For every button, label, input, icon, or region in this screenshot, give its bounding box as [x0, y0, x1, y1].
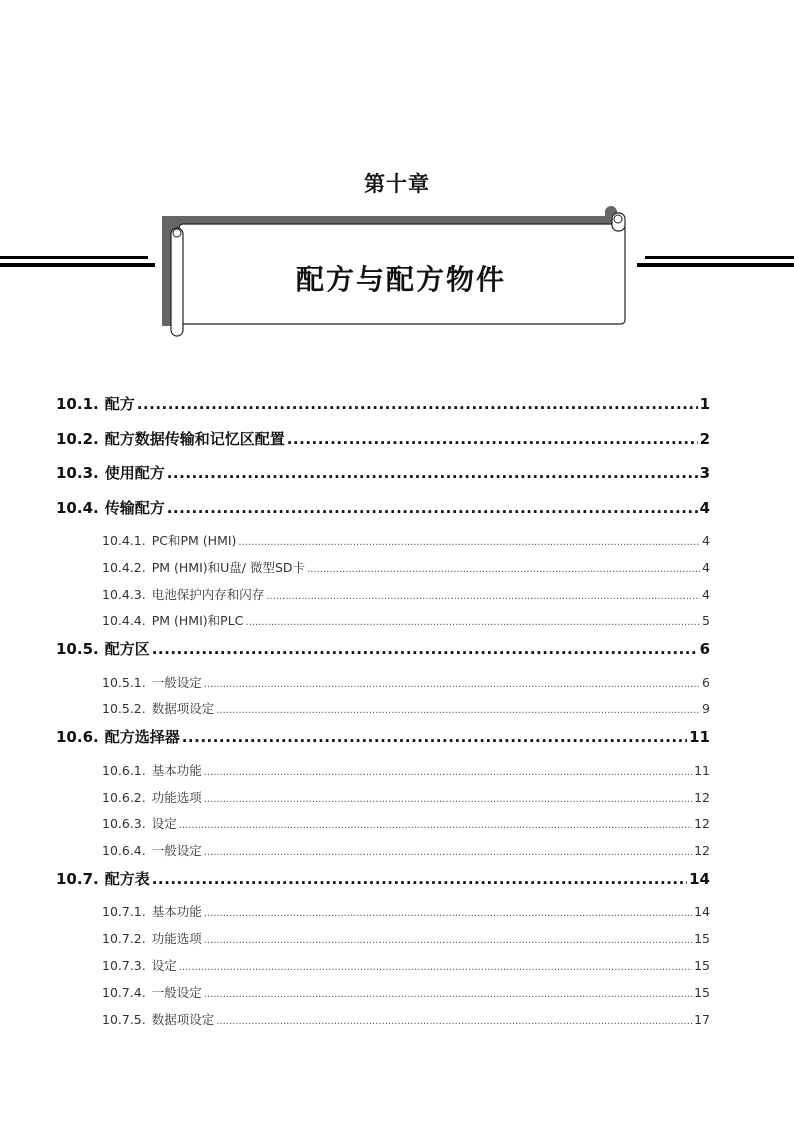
toc-section-entry[interactable] — [56, 635, 710, 670]
toc-section-entry[interactable] — [56, 459, 710, 494]
toc-entry-title: 功能选项 — [151, 789, 202, 805]
toc-entry-number: 10.4.3. — [102, 586, 146, 602]
toc-entry-page: 12 — [694, 816, 710, 832]
toc-entry-title: 配方选择器 — [104, 728, 180, 747]
toc-section-entry[interactable] — [56, 425, 710, 460]
dot-leader — [152, 865, 687, 893]
toc-entry-page: 4 — [702, 586, 710, 602]
toc-entry-page: 9 — [702, 701, 710, 717]
dot-leader — [216, 1009, 692, 1035]
dot-leader — [307, 557, 700, 583]
toc-entry-page: 14 — [689, 869, 710, 888]
toc-entry-page: 15 — [694, 958, 710, 974]
dot-leader — [245, 610, 700, 636]
toc-entry-number: 10.4.4. — [102, 613, 146, 629]
toc-entry-title: 功能选项 — [151, 931, 202, 947]
toc-subsection-entry[interactable] — [102, 696, 710, 723]
toc-subsection-entry[interactable] — [102, 785, 710, 812]
table-of-contents — [56, 390, 710, 1033]
toc-entry-title: 使用配方 — [104, 464, 165, 482]
toc-entry-page: 11 — [694, 762, 710, 778]
toc-entry-number: 10.7. — [56, 869, 99, 888]
toc-subsection-entry[interactable] — [102, 670, 710, 697]
toc-entry-page: 17 — [694, 1011, 710, 1027]
toc-entry-title: 设定 — [151, 816, 177, 832]
toc-subsection-entry[interactable] — [102, 926, 710, 953]
toc-subsection-entry[interactable] — [102, 608, 710, 635]
rule-left-top — [0, 256, 148, 259]
toc-entry-title: 设定 — [151, 958, 177, 974]
rule-right-bottom — [637, 263, 794, 267]
chapter-label: 第十章 — [364, 172, 430, 196]
toc-entry-page: 11 — [689, 728, 710, 747]
toc-entry-title: 基本功能 — [151, 904, 202, 920]
dot-leader — [204, 840, 692, 866]
toc-entry-page: 5 — [702, 613, 710, 629]
toc-entry-page: 12 — [694, 789, 710, 805]
toc-section-entry[interactable] — [56, 723, 710, 758]
toc-subsection-entry[interactable] — [102, 758, 710, 785]
toc-entry-page: 3 — [699, 464, 710, 482]
toc-entry-page: 15 — [694, 931, 710, 947]
toc-entry-title: 配方表 — [104, 869, 150, 888]
dot-leader — [216, 698, 700, 724]
toc-entry-number: 10.7.3. — [102, 958, 146, 974]
toc-entry-page: 1 — [699, 395, 710, 413]
toc-entry-title: 一般设定 — [151, 674, 202, 690]
toc-subsection-entry[interactable] — [102, 811, 710, 838]
toc-entry-title: 一般设定 — [151, 843, 202, 859]
toc-entry-title: 基本功能 — [151, 762, 202, 778]
toc-subsection-entry[interactable] — [102, 528, 710, 555]
toc-subsection-entry[interactable] — [102, 555, 710, 582]
toc-entry-title: PM (HMI)和U盘/ 微型SD卡 — [151, 559, 306, 575]
toc-subsection-entry[interactable] — [102, 980, 710, 1007]
toc-entry-number: 10.4.2. — [102, 559, 146, 575]
toc-subsection-entry[interactable] — [102, 582, 710, 609]
dot-leader — [204, 760, 692, 786]
dot-leader — [137, 390, 698, 418]
dot-leader — [167, 494, 698, 522]
toc-entry-title: 配方数据传输和记忆区配置 — [104, 429, 285, 448]
rule-left-bottom — [0, 263, 155, 267]
toc-entry-title: 数据项设定 — [151, 701, 215, 717]
toc-entry-page: 6 — [699, 640, 710, 659]
toc-section-entry[interactable] — [56, 494, 710, 529]
toc-entry-number: 10.6.1. — [102, 762, 146, 778]
dot-leader — [204, 787, 692, 813]
toc-entry-number: 10.1. — [56, 395, 99, 413]
toc-subsection-entry[interactable] — [102, 838, 710, 865]
toc-entry-title: 数据项设定 — [151, 1011, 215, 1027]
dot-leader — [266, 584, 700, 610]
toc-entry-title: 配方 — [104, 395, 135, 413]
dot-leader — [182, 723, 687, 751]
dot-leader — [204, 928, 692, 954]
chapter-title: 配方与配方物件 — [295, 263, 506, 296]
toc-entry-number: 10.7.2. — [102, 931, 146, 947]
toc-subsection-entry[interactable] — [102, 899, 710, 926]
toc-entry-title: PC和PM (HMI) — [151, 533, 237, 548]
toc-entry-number: 10.5. — [56, 640, 99, 659]
dot-leader — [179, 955, 692, 981]
dot-leader — [204, 982, 692, 1008]
toc-entry-title: 一般设定 — [151, 984, 202, 1000]
toc-section-entry[interactable] — [56, 865, 710, 900]
toc-entry-number: 10.7.5. — [102, 1011, 146, 1027]
toc-entry-title: PM (HMI)和PLC — [151, 613, 244, 629]
toc-entry-title: 电池保护内存和闪存 — [151, 586, 265, 602]
toc-entry-page: 4 — [702, 559, 710, 575]
dot-leader — [152, 635, 698, 663]
rule-right-top — [645, 256, 794, 259]
toc-subsection-entry[interactable] — [102, 1007, 710, 1034]
toc-entry-number: 10.4.1. — [102, 533, 146, 548]
dot-leader — [238, 530, 700, 556]
toc-entry-page: 4 — [699, 498, 710, 517]
toc-entry-page: 12 — [694, 843, 710, 859]
toc-entry-number: 10.5.1. — [102, 674, 146, 690]
toc-entry-page: 2 — [699, 429, 710, 448]
toc-entry-title: 传输配方 — [104, 498, 165, 517]
dot-leader — [179, 813, 692, 839]
toc-entry-page: 14 — [694, 904, 710, 920]
dot-leader — [204, 901, 692, 927]
toc-entry-number: 10.6. — [56, 728, 99, 747]
toc-entry-number: 10.3. — [56, 464, 99, 482]
toc-entry-number: 10.4. — [56, 498, 99, 517]
toc-entry-number: 10.7.4. — [102, 984, 146, 1000]
toc-entry-number: 10.6.2. — [102, 789, 146, 805]
toc-entry-title: 配方区 — [104, 640, 150, 659]
toc-section-entry[interactable] — [56, 390, 710, 425]
toc-entry-number: 10.6.3. — [102, 816, 146, 832]
dot-leader — [204, 672, 700, 698]
toc-entry-page: 15 — [694, 984, 710, 1000]
toc-subsection-entry[interactable] — [102, 953, 710, 980]
toc-entry-number: 10.5.2. — [102, 701, 146, 717]
dot-leader — [167, 459, 698, 487]
toc-entry-page: 6 — [702, 674, 710, 690]
toc-entry-page: 4 — [702, 533, 710, 548]
toc-entry-number: 10.7.1. — [102, 904, 146, 920]
dot-leader — [287, 425, 698, 453]
toc-entry-number: 10.6.4. — [102, 843, 146, 859]
toc-entry-number: 10.2. — [56, 429, 99, 448]
